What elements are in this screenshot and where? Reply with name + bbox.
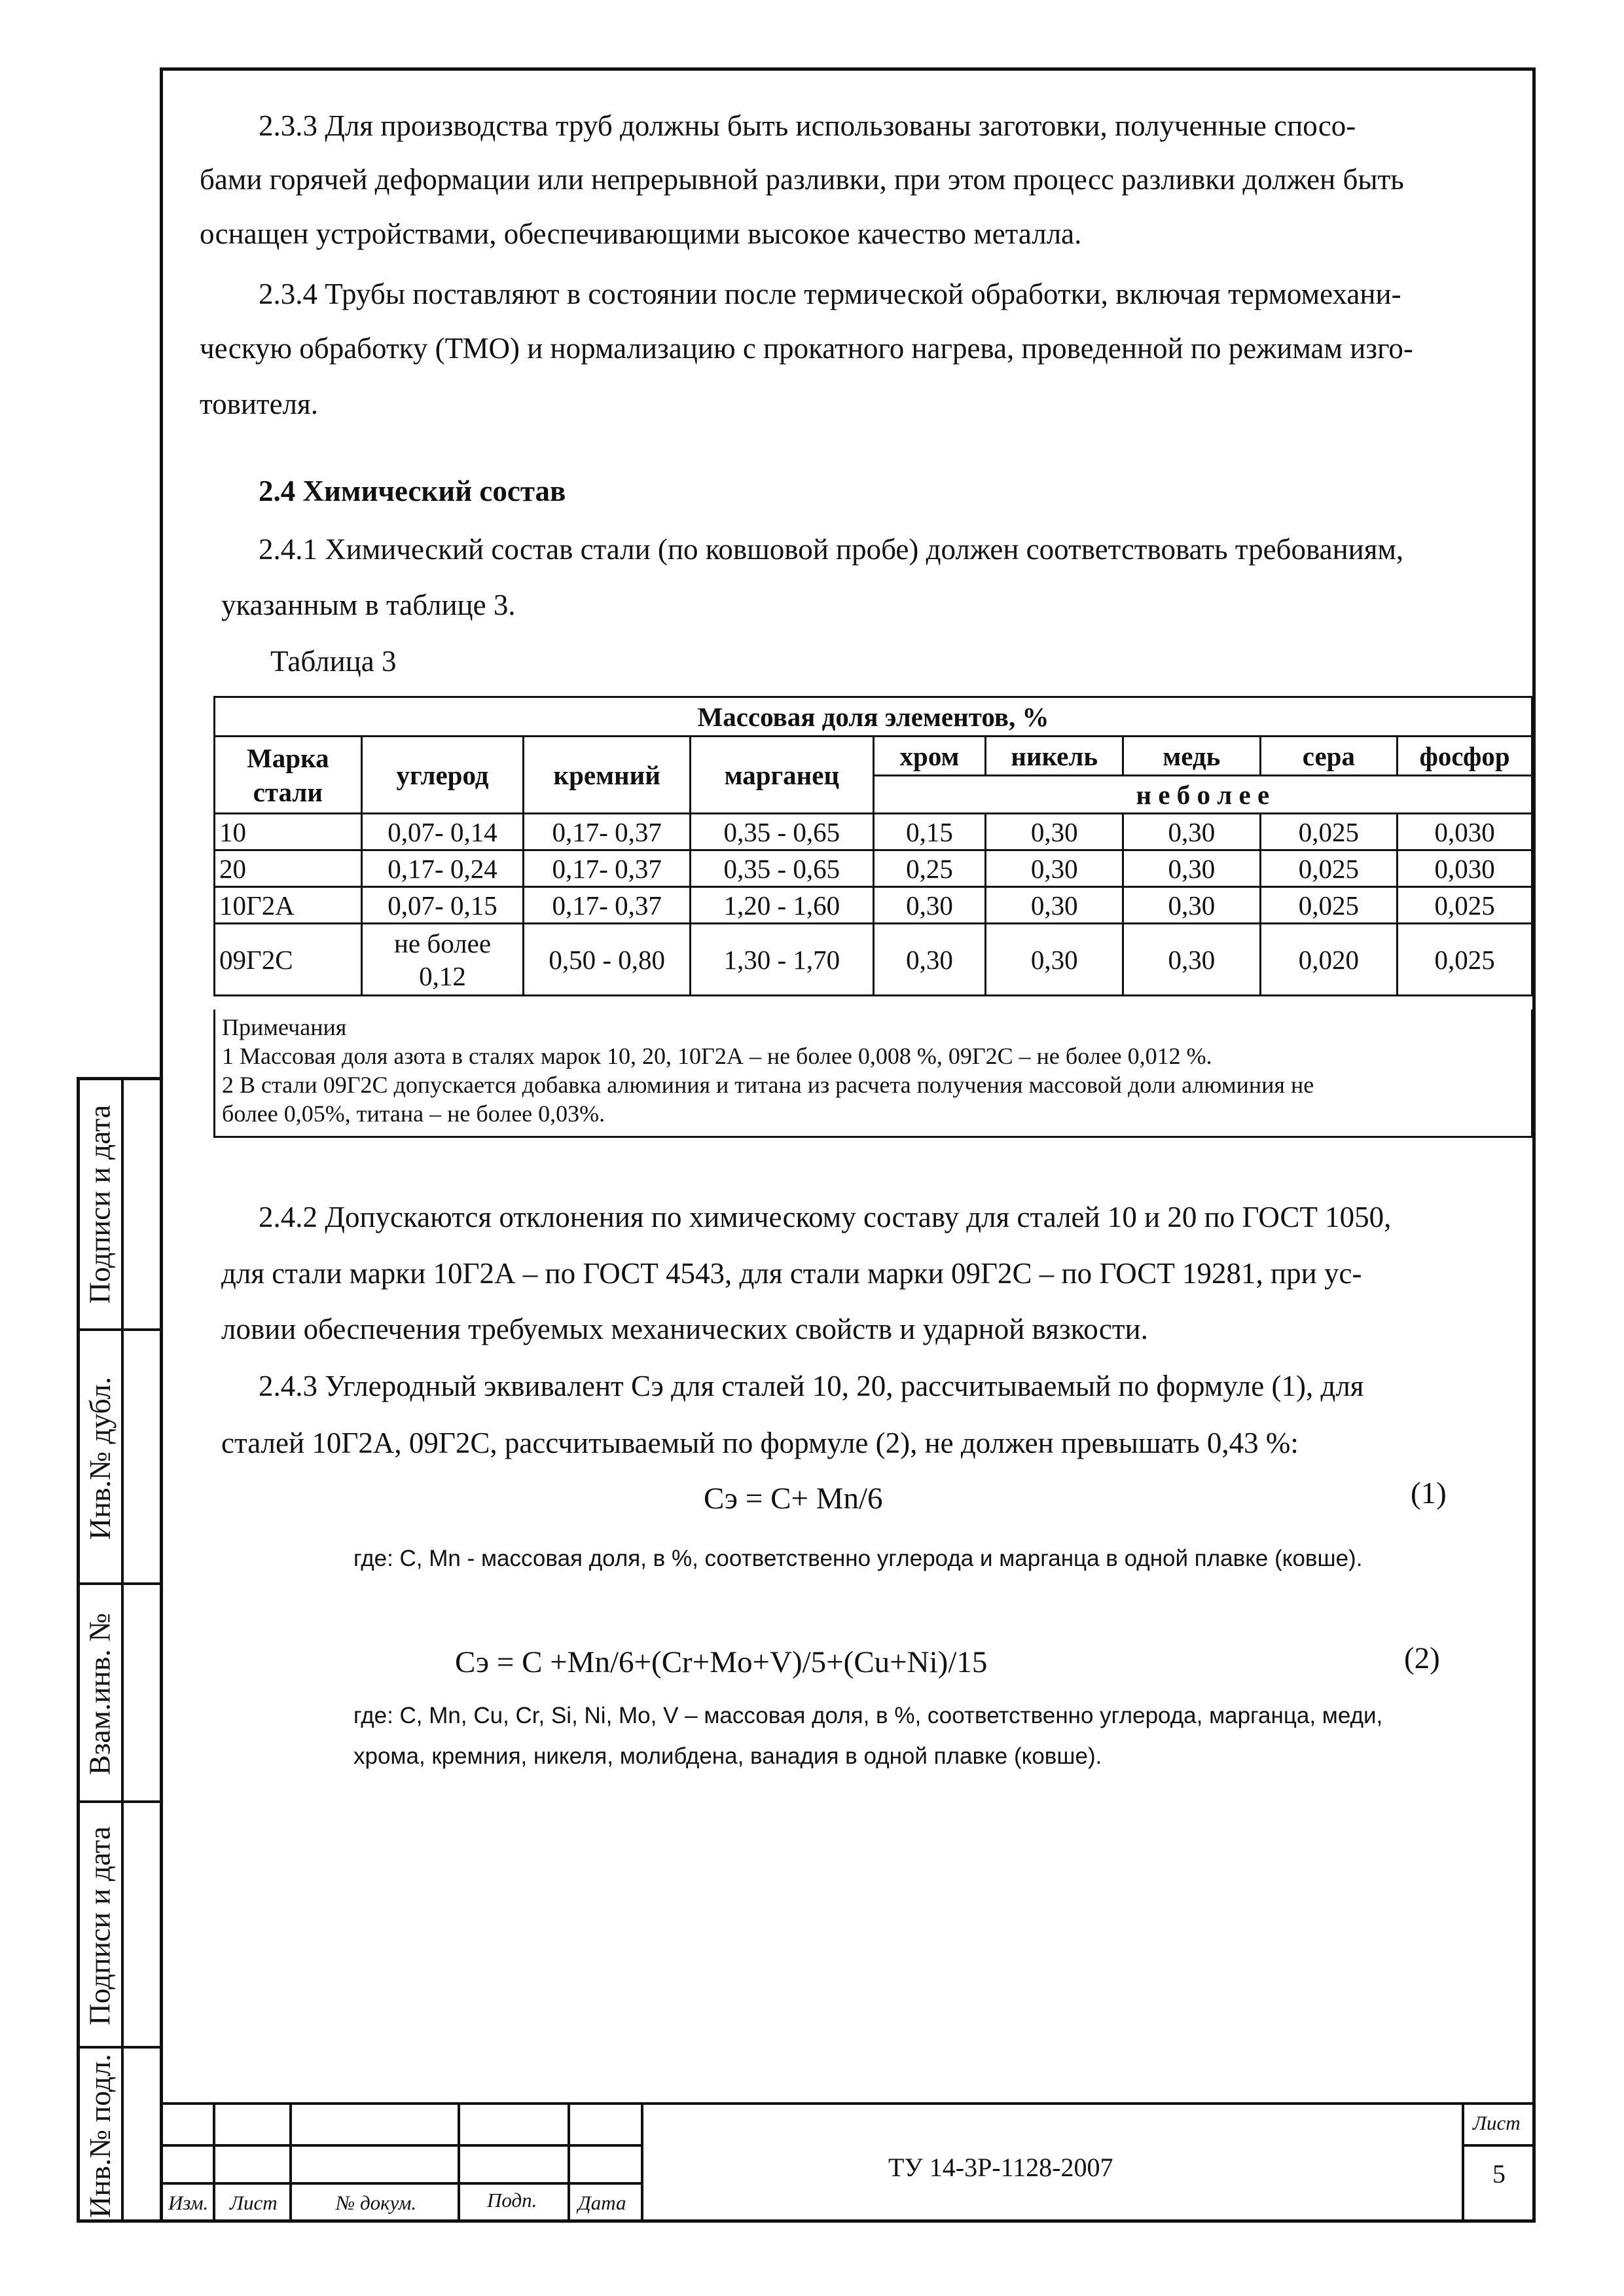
title-block-sheet-line <box>1462 2144 1532 2147</box>
paragraph-2-3-3-line-3: оснащен устройствами, обеспечивающими высокое качество металла. <box>200 217 1082 250</box>
notes-title: Примечания <box>222 1014 347 1040</box>
cell-silicon: 0,50 - 0,80 <box>524 924 691 996</box>
cell-copper: 0,30 <box>1123 814 1261 850</box>
formula-1-number: (1) <box>1411 1476 1447 1510</box>
cell-manganese: 0,35 - 0,65 <box>691 850 874 887</box>
cell-copper: 0,30 <box>1123 924 1261 996</box>
paragraph-2-4-1-line-1: 2.4.1 Химический состав стали (по ковшовой пробе) должен соответствовать требованиям, <box>259 533 1404 566</box>
cell-phosphorus: 0,030 <box>1398 814 1532 850</box>
cell-copper: 0,30 <box>1123 850 1261 887</box>
side-label-vzam-inv: Взам.инв. № <box>82 1613 117 1776</box>
col-header-phosphorus: фосфор <box>1398 737 1532 776</box>
cell-manganese: 0,35 - 0,65 <box>691 814 874 850</box>
cell-nickel: 0,30 <box>986 850 1123 887</box>
title-block-col-line <box>641 2102 643 2219</box>
cell-nickel: 0,30 <box>986 924 1123 996</box>
cell-sulfur: 0,025 <box>1260 814 1398 850</box>
col-header-silicon: кремний <box>524 737 691 814</box>
paragraph-2-4-3-line-1: 2.4.3 Углеродный эквивалент Сэ для сталей 10, 20, рассчитываемый по формуле (1), для <box>259 1370 1364 1402</box>
side-label-sign-date-1: Подписи и дата <box>82 1104 117 1303</box>
cell-chromium: 0,30 <box>873 924 986 996</box>
cell-chromium: 0,30 <box>873 887 986 924</box>
document-code: ТУ 14-3Р-1128-2007 <box>888 2153 1113 2182</box>
formula-2-explanation-line-2: хрома, кремния, никеля, молибдена, ванадия в одной плавке (ковше). <box>353 1743 1102 1769</box>
chemical-composition-table <box>213 696 1533 996</box>
side-label-inv-dubl: Инв.№ дубл. <box>82 1376 117 1540</box>
cell-carbon: не более 0,12 <box>361 924 524 996</box>
cell-silicon: 0,17- 0,37 <box>524 887 691 924</box>
table-group-header: Массовая доля элементов, % <box>215 697 1532 737</box>
cell-phosphorus: 0,030 <box>1398 850 1532 887</box>
title-block-col-line <box>213 2102 215 2219</box>
table-row <box>215 887 1532 924</box>
cell-chromium: 0,15 <box>873 814 986 850</box>
table-row <box>215 924 1532 996</box>
col-header-sulfur: сера <box>1260 737 1398 776</box>
paragraph-2-4-3-line-2: сталей 10Г2А, 09Г2С, рассчитываемый по формуле (2), не должен превышать 0,43 %: <box>221 1427 1299 1459</box>
paragraph-2-4-1-line-2: указанным в таблице 3. <box>221 589 516 621</box>
cell-carbon: 0,07- 0,14 <box>361 814 524 850</box>
cell-grade: 10Г2А <box>215 887 362 924</box>
table-caption: Таблица 3 <box>270 645 397 678</box>
cell-silicon: 0,17- 0,37 <box>524 850 691 887</box>
paragraph-2-3-4-line-1: 2.3.4 Трубы поставляют в состоянии после термической обработки, включая термомехани- <box>259 278 1401 310</box>
cell-grade: 09Г2С <box>215 924 362 996</box>
formula-1-explanation: где: С, Mn - массовая доля, в %, соответственно углерода и марганца в одной плавке (ковше). <box>353 1546 1363 1571</box>
cell-copper: 0,30 <box>1123 887 1261 924</box>
cell-silicon: 0,17- 0,37 <box>524 814 691 850</box>
col-header-grade: Марка стали <box>215 737 362 814</box>
note-2-line-2: более 0,05%, титана – не более 0,03%. <box>222 1101 605 1127</box>
paragraph-2-4-2-line-3: ловии обеспечения требуемых механических свойств и ударной вязкости. <box>221 1313 1148 1345</box>
title-block-col-line <box>568 2102 570 2219</box>
label-list: Лист <box>230 2191 278 2214</box>
title-block <box>163 2102 1532 2219</box>
cell-chromium: 0,25 <box>873 850 986 887</box>
cell-manganese: 1,20 - 1,60 <box>691 887 874 924</box>
title-block-col-line <box>458 2102 460 2219</box>
formula-1: Сэ = С+ Mn/6 <box>704 1482 883 1516</box>
col-header-copper: медь <box>1123 737 1261 776</box>
paragraph-2-3-4-line-3: товителя. <box>200 388 318 420</box>
label-podp: Подп. <box>487 2189 537 2212</box>
title-block-row-line-1 <box>163 2144 643 2147</box>
paragraph-2-3-3-line-1: 2.3.3 Для производства труб должны быть использованы заготовки, полученные спосо- <box>259 109 1356 142</box>
title-block-col-line <box>289 2102 292 2219</box>
paragraph-2-3-4-line-2: ческую обработку (ТМО) и нормализацию с прокатного нагрева, проведенной по режимам изго- <box>200 332 1413 365</box>
cell-phosphorus: 0,025 <box>1398 887 1532 924</box>
label-data: Дата <box>578 2191 626 2214</box>
col-header-chromium: хром <box>873 737 986 776</box>
note-1: 1 Массовая доля азота в сталях марок 10, 20, 10Г2А – не более 0,008 %, 09Г2С – не более 0,012 %. <box>222 1043 1212 1069</box>
label-doc-no: № докум. <box>336 2191 417 2214</box>
cell-phosphorus: 0,025 <box>1398 924 1532 996</box>
page-frame <box>160 67 1536 2223</box>
col-header-carbon: углерод <box>361 737 524 814</box>
title-block-row-line-2 <box>163 2182 643 2185</box>
cell-carbon: 0,17- 0,24 <box>361 850 524 887</box>
cell-nickel: 0,30 <box>986 814 1123 850</box>
col-header-nickel: никель <box>986 737 1123 776</box>
cell-carbon: 0,07- 0,15 <box>361 887 524 924</box>
table-notes <box>213 1010 1533 1138</box>
cell-grade: 20 <box>215 850 362 887</box>
paragraph-2-4-2-line-1: 2.4.2 Допускаются отклонения по химическому составу для сталей 10 и 20 по ГОСТ 1050, <box>259 1201 1392 1233</box>
formula-2-number: (2) <box>1404 1641 1440 1675</box>
side-label-inv-podl: Инв.№ подл. <box>82 2053 117 2218</box>
note-2-line-1: 2 В стали 09Г2С допускается добавка алюминия и титана из расчета получения массовой доли алюминия не <box>222 1072 1314 1098</box>
cell-nickel: 0,30 <box>986 887 1123 924</box>
col-header-manganese: марганец <box>691 737 874 814</box>
side-label-sign-date-2: Подписи и дата <box>82 1826 117 2026</box>
cell-manganese: 1,30 - 1,70 <box>691 924 874 996</box>
cell-sulfur: 0,020 <box>1260 924 1398 996</box>
cell-sulfur: 0,025 <box>1260 850 1398 887</box>
table-row <box>215 850 1532 887</box>
label-izm: Изм. <box>168 2191 209 2214</box>
table-row <box>215 814 1532 850</box>
formula-2-explanation-line-1: где: С, Mn, Cu, Cr, Si, Ni, Mo, V – массовая доля, в %, соответственно углерода, марганца, меди, <box>353 1703 1383 1728</box>
section-heading-2-4: 2.4 Химический состав <box>259 475 566 507</box>
paragraph-2-3-3-line-2: бами горячей деформации или непрерывной разливки, при этом процесс разливки должен быть <box>200 163 1404 196</box>
cell-grade: 10 <box>215 814 362 850</box>
sheet-number: 5 <box>1492 2159 1506 2189</box>
label-sheet: Лист <box>1473 2111 1521 2134</box>
max-limit-label: н е б о л е е <box>873 776 1532 814</box>
formula-2: Сэ = С +Mn/6+(Cr+Mo+V)/5+(Cu+Ni)/15 <box>455 1645 988 1679</box>
title-block-top-line <box>163 2102 1532 2105</box>
paragraph-2-4-2-line-2: для стали марки 10Г2А – по ГОСТ 4543, для стали марки 09Г2С – по ГОСТ 19281, при ус- <box>221 1257 1362 1290</box>
cell-sulfur: 0,025 <box>1260 887 1398 924</box>
title-block-col-line <box>1462 2102 1464 2219</box>
